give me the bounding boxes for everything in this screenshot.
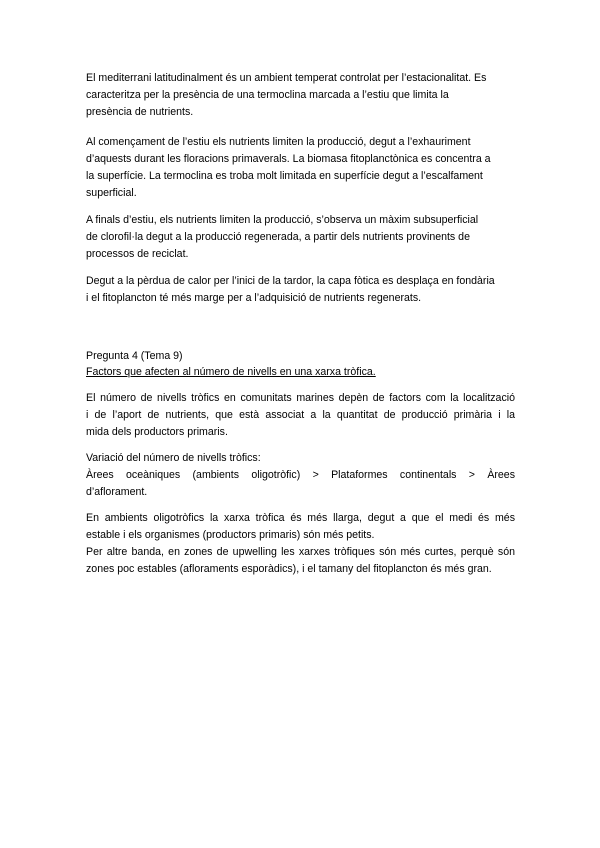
text-line: mida dels productors primaris. xyxy=(86,426,228,438)
text-line: En ambients oligotròfics la xarxa tròfica és més llarga, degut a que el medi és més xyxy=(86,512,515,524)
text-line: zones poc estables (afloraments esporàdics), i el tamany del fitoplancton és més gran. xyxy=(86,563,492,575)
text-line: superficial. xyxy=(86,187,137,199)
text-line: d’aquests durant les floracions primaverals. La biomasa fitoplanctònica es concentra a xyxy=(86,153,491,165)
text-line: Per altre banda, en zones de upwelling les xarxes tròfiques són més curtes, perquè són xyxy=(86,546,515,558)
text-line: caracteritza per la presència de una termoclina marcada a l’estiu que limita la xyxy=(86,89,449,101)
text-line: El mediterrani latitudinalment és un ambient temperat controlat per l’estacionalitat. Es xyxy=(86,72,487,84)
paragraph-autumn xyxy=(86,273,526,307)
paragraph-oligotrophic-vs-upwelling xyxy=(86,510,515,578)
paragraph-mediterranean-intro xyxy=(86,70,526,121)
text-line: Al començament de l’estiu els nutrients limiten la producció, degut a l’exhauriment xyxy=(86,136,471,148)
text-line: de clorofil·la degut a la producció regenerada, a partir dels nutrients provinents de xyxy=(86,231,470,243)
paragraph-trophic-variation xyxy=(86,450,515,501)
text-line: A finals d’estiu, els nutrients limiten la producció, s’observa un màxim subsuperficial xyxy=(86,214,479,226)
text-line: presència de nutrients. xyxy=(86,106,194,118)
text-line: processos de reciclat. xyxy=(86,248,189,260)
paragraph-late-summer xyxy=(86,212,526,263)
text-line: Variació del número de nivells tròfics: xyxy=(86,452,261,464)
text-line: Àrees oceàniques (ambients oligotròfic) > Plataformes continentals > Àrees xyxy=(86,469,515,481)
text-line: estable i els organismes (productors primaris) són més petits. xyxy=(86,529,375,541)
question-subtitle: Factors que afecten al número de nivells en una xarxa tròfica. xyxy=(86,366,376,378)
text-line: Degut a la pèrdua de calor per l’inici de la tardor, la capa fòtica es desplaça en fondària xyxy=(86,275,495,287)
paragraph-early-summer xyxy=(86,134,526,202)
question-title: Pregunta 4 (Tema 9) xyxy=(86,350,183,362)
text-line: i de l’aport de nutrients, que està associat a la quantitat de producció primària i la xyxy=(86,409,515,421)
text-line: i el fitoplancton té més marge per a l’adquisició de nutrients regenerats. xyxy=(86,292,422,304)
text-line: la superfície. La termoclina es troba molt limitada en superfície degut a l’escalfament xyxy=(86,170,483,182)
text-line: El número de nivells tròfics en comunitats marines depèn de factors com la localització xyxy=(86,392,515,404)
text-line: d’aflorament. xyxy=(86,486,148,498)
paragraph-trophic-levels-factors xyxy=(86,390,515,441)
